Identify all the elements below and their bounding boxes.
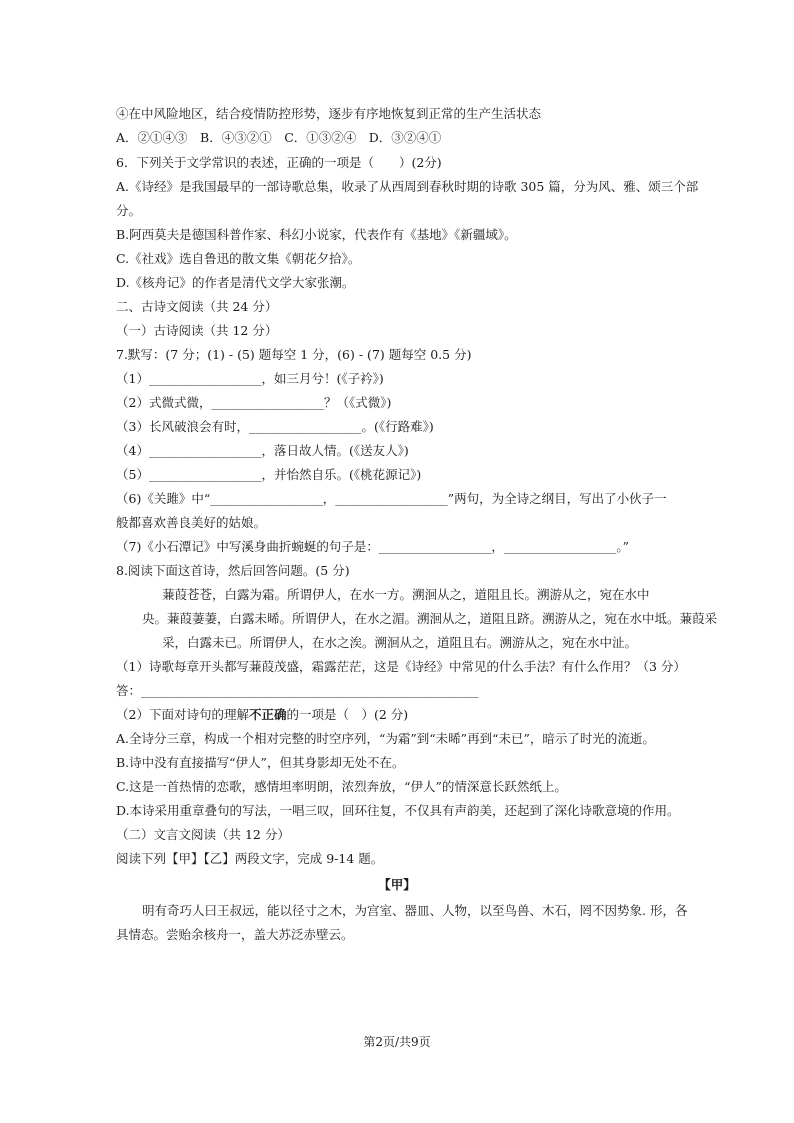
question-6-option-a: A.《诗经》是我国最早的一部诗歌总集，收录了从西周到春秋时期的诗歌 305 篇，分为风、雅、颂三个部: [116, 179, 699, 194]
subsection-1-heading: （一）古诗阅读（共 12 分）: [116, 323, 278, 338]
passage-jia-line-1: 明有奇巧人曰王叔远，能以径寸之木，为宫室、器皿、人物，以至鸟兽、木石，罔不因势象. 形，各: [142, 903, 688, 918]
question-8-option-b: B.诗中没有直接描写“伊人”，但其身影却无处不在。: [116, 755, 405, 770]
poem-line-1: 蒹葭苍苍，白露为霜。所谓伊人，在水一方。溯洄从之，道阻且长。溯游从之，宛在水中: [162, 587, 650, 602]
question-6-option-d: D.《核舟记》的作者是清代文学大家张潮。: [116, 275, 355, 290]
question-6-option-c: C.《社戏》选自鲁迅的散文集《朝花夕拾》。: [116, 251, 361, 266]
passage-jia-line-2: 具情态。尝贻余核舟一，盖大苏泛赤壁云。: [116, 927, 354, 942]
poem-line-2: 央。蒹葭萋萋，白露未晞。所谓伊人，在水之湄。溯洄从之，道阻且跻。溯游从之，宛在水中坻。蒹葭采: [142, 611, 718, 626]
question-7-item-2: （2）式微式微，__________________？（《式微》): [116, 395, 392, 410]
question-8-option-a: A.全诗分三章，构成一个相对完整的时空序列，“为霜”到“未晞”再到“未已”，暗示了时光的流逝。: [116, 731, 655, 746]
question-8-option-d: D.本诗采用重章叠句的写法，一唱三叹，回环往复，不仅具有声韵美，还起到了深化诗歌意境的作用。: [116, 803, 680, 818]
subsection-2-heading: （二）文言文阅读（共 12 分）: [116, 827, 290, 842]
question-7-item-6: （6)《关雎》中“__________________，__________________”两句，为全诗之纲目，写出了小伙子一: [116, 491, 667, 506]
page-number: 第2页/共9页: [363, 1035, 431, 1049]
question-7-stem: 7.默写：(7 分；(1) - (5) 题每空 1 分，(6) - (7) 题每空 0.5 分): [116, 347, 472, 362]
answer-line: 答：______________________________________________________: [116, 683, 479, 698]
question-8-option-c: C.这是一首热情的恋歌，感情坦率明朗，浓烈奔放，“伊人”的情深意长跃然纸上。: [116, 779, 567, 794]
question-8-part-2: [116, 707, 408, 723]
question-8-stem: 8.阅读下面这首诗，然后回答问题。(5 分): [116, 563, 350, 578]
question-7-item-5: （5）__________________，并怡然自乐。(《桃花源记》): [116, 467, 422, 482]
question-6-option-b: B.阿西莫夫是德国科普作家、科幻小说家，代表作有《基地》《新疆域》。: [116, 227, 517, 242]
option-line-4: ④在中风险地区，结合疫情防控形势，逐步有序地恢复到正常的生产生活状态: [116, 106, 542, 121]
question-8-part-2-prefix: （2）下面对诗句的理解: [116, 707, 249, 722]
question-7-item-1: （1）__________________，如三月兮！(《子衿》): [116, 371, 384, 386]
question-7-item-6-cont: 般都喜欢善良美好的姑娘。: [116, 515, 267, 530]
question-8-part-2-suffix: 的一项是（ ）(2 分): [286, 707, 409, 722]
question-7-item-7: （7)《小石潭记》中写溪身曲折蜿蜒的句子是：__________________，__________________。”: [116, 539, 629, 554]
question-6-option-a-cont: 分。: [116, 203, 142, 218]
question-7-item-4: （4）__________________，落日故人情。(《送友人》): [116, 443, 409, 458]
poem-line-3: 采，白露未已。所谓伊人，在水之涘。溯洄从之，道阻且右。溯游从之，宛在水中沚。: [162, 635, 638, 650]
answer-choices-q5: A．②①④③ B．④③②① C．①③②④ D．③②④①: [116, 130, 442, 145]
question-6-stem: 6．下列关于文学常识的表述，正确的一项是（ ）(2分): [116, 155, 442, 170]
question-7-item-3: （3）长风破浪会有时，__________________。(《行路难》): [116, 419, 434, 434]
reading-instruction: 阅读下列【甲】【乙】两段文字，完成 9-14 题。: [116, 851, 384, 866]
emphasis-not-correct: 不正确: [248, 707, 287, 722]
passage-jia-heading: 【甲】: [378, 877, 416, 892]
section-2-heading: 二、古诗文阅读（共 24 分）: [116, 299, 278, 314]
question-8-part-1: （1）诗歌每章开头都写蒹葭茂盛，霜露茫茫，这是《诗经》中常见的什么手法？有什么作用？（3 分）: [116, 659, 686, 674]
